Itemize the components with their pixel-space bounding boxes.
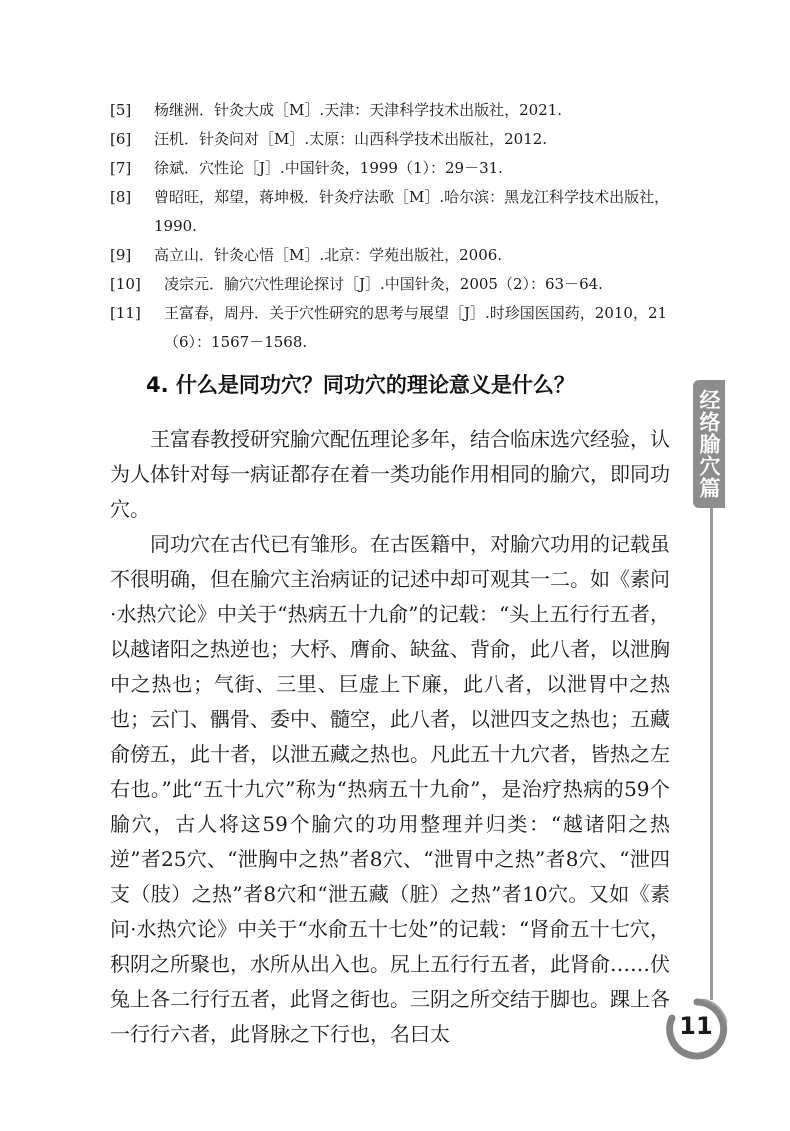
reference-number: [8] [110, 188, 132, 206]
reference-item [110, 299, 670, 357]
reference-item [110, 270, 670, 299]
reference-text: 杨继洲．针灸大成［M］.天津：天津科学技术出版社，2021. [154, 101, 563, 119]
reference-item [110, 183, 670, 241]
chapter-side-tab-label: 经络腧穴篇 [697, 389, 721, 499]
reference-text: 王富春，周丹．关于穴性研究的思考与展望［J］.时珍国医国药，2010，21（6）：1567－1568. [164, 304, 668, 351]
reference-text: 徐斌．穴性论［J］.中国针灸，1999（1）：29－31. [154, 159, 503, 177]
body-text [110, 422, 670, 1052]
reference-text: 高立山．针灸心悟［M］.北京：学苑出版社，2006. [154, 246, 503, 264]
reference-text: 曾昭旺，郑望，蒋坤极．针灸疗法歌［M］.哈尔滨：黑龙江科学技术出版社，1990. [154, 188, 670, 235]
side-rule [710, 508, 713, 1000]
reference-text: 凌宗元．腧穴穴性理论探讨［J］.中国针灸，2005（2）：63－64. [164, 275, 603, 293]
reference-item [110, 125, 670, 154]
paragraph: 王富春教授研究腧穴配伍理论多年，结合临床选穴经验，认为人体针对每一病证都存在着一类功能作用相同的腧穴，即同功穴。 [110, 427, 670, 521]
chapter-side-tab [693, 380, 725, 508]
reference-list [110, 96, 670, 357]
reference-item [110, 154, 670, 183]
reference-number: [7] [110, 159, 132, 177]
reference-number: [11] [110, 304, 141, 322]
paragraph: 同功穴在古代已有雏形。在古医籍中，对腧穴功用的记载虽不很明确，但在腧穴主治病证的记述中却可观其一二。如《素问·水热穴论》中关于“热病五十九俞”的记载：“头上五行行五者，以越诸阳之热逆也；大杼、膺俞、缺盆、背俞，此八者，以泄胸中之热也；气街、三里、巨虚上下廉，此八者，以泄胃中之热也；云门、髃骨、委中、髓空，此八者，以泄四支之热也；五藏俞傍五，此十者，以泄五藏之热也。凡此五十九穴者，皆热之左右也。”此“五十九穴”称为“热病五十九俞”，是治疗热病的59个腧穴，古人将这59个腧穴的功用整理并归类：“越诸阳之热逆”者25穴、“泄胸中之热”者8穴、“泄胃中之热”者8穴、“泄四支（肢）之热”者8穴和“泄五藏（脏）之热”者10穴。又如《素问·水热穴论》中关于“水俞五十七处”的记载：“肾俞五十七穴，积阴之所聚也，水所从出入也。尻上五行行五者，此肾俞……伏兔上各二行行五者，此肾之街也。三阴之所交结于脚也。踝上各一行行六者，此肾脉之下行也，名曰太 [110, 532, 670, 1046]
reference-item [110, 96, 670, 125]
reference-item [110, 241, 670, 270]
section-title: 4. 什么是同功穴？同功穴的理论意义是什么？ [146, 373, 575, 397]
reference-number: [9] [110, 246, 132, 264]
page-number: 11 [679, 1012, 713, 1040]
reference-number: [5] [110, 101, 132, 119]
reference-number: [6] [110, 130, 132, 148]
reference-number: [10] [110, 275, 141, 293]
reference-text: 汪机．针灸问对［M］.太原：山西科学技术出版社，2012. [154, 130, 548, 148]
